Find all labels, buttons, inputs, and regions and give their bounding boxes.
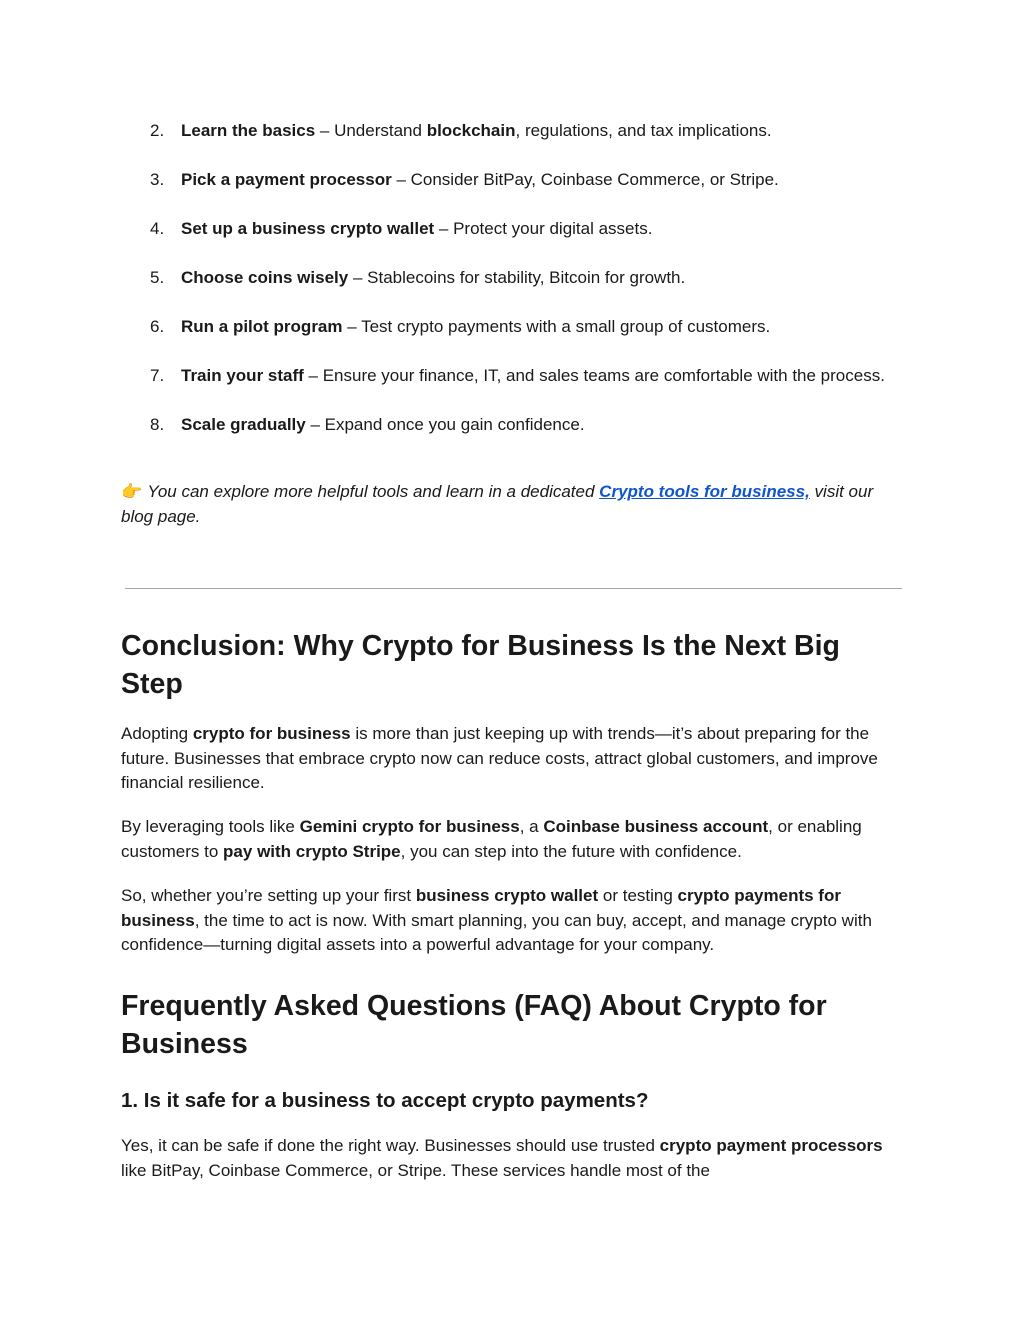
list-number: 6. (150, 317, 165, 336)
step-title: Run a pilot program (181, 317, 343, 336)
step-text: – Test crypto payments with a small group of customers. (342, 317, 771, 336)
text-span: So, whether you’re setting up your first (121, 886, 416, 905)
step-title: Choose coins wisely (181, 268, 349, 287)
list-item (121, 315, 905, 340)
list-item (121, 364, 905, 389)
conclusion-heading: Conclusion: Why Crypto for Business Is the Next Big Step (121, 630, 840, 700)
step-text: – Consider BitPay, Coinbase Commerce, or Stripe. (391, 170, 779, 189)
faq-heading: Frequently Asked Questions (FAQ) About Crypto for Business (121, 990, 827, 1060)
step-text: – Protect your digital assets. (434, 219, 653, 238)
list-item (121, 168, 905, 193)
bold-span: business crypto wallet (415, 886, 599, 905)
text-span: Yes, it can be safe if done the right way. Businesses should use trusted (121, 1136, 660, 1155)
text-span: By leveraging tools like (121, 817, 300, 836)
bold-span: crypto payments for business (121, 886, 841, 930)
list-item (121, 413, 905, 438)
text-span: , a (519, 817, 544, 836)
crypto-tools-link[interactable]: Crypto tools for business, (599, 482, 810, 501)
conclusion-paragraph-2 (121, 815, 905, 864)
list-number: 3. (150, 170, 165, 189)
list-number: 2. (150, 121, 165, 140)
faq-question-1: 1. Is it safe for a business to accept crypto payments? (121, 1089, 649, 1112)
step-title: Train your staff (181, 366, 304, 385)
tip-text-end: visit our blog page. (121, 482, 874, 526)
bold-span: Coinbase business account (543, 817, 769, 836)
step-title: Set up a business crypto wallet (181, 219, 435, 238)
list-item (121, 266, 905, 291)
pointing-hand-icon: 👉 (121, 482, 143, 501)
text-span: like BitPay, Coinbase Commerce, or Stripe. These services handle most of the (121, 1160, 710, 1180)
list-item (121, 119, 905, 144)
faq-answer-1 (121, 1134, 905, 1183)
list-item (121, 217, 905, 242)
step-title: Scale gradually (181, 415, 306, 434)
steps-list (121, 119, 905, 462)
text-span: or testing (598, 886, 678, 905)
text-span: is more than just keeping up with trends—it’s about preparing for the future. Businesses that embrace crypto now can reduce costs, attract global customers, and improve financial resilience. (121, 724, 878, 792)
step-text: – Understand (315, 121, 427, 140)
text-span: , you can step into the future with confidence. (400, 841, 742, 861)
step-text: – Ensure your finance, IT, and sales teams are comfortable with the process. (303, 366, 885, 385)
bold-span: Gemini crypto for business (299, 817, 520, 836)
section-divider (125, 588, 902, 589)
step-title: Learn the basics (181, 121, 316, 140)
step-text: – Expand once you gain confidence. (305, 415, 585, 434)
list-number: 8. (150, 415, 165, 434)
step-text: , regulations, and tax implications. (515, 121, 772, 140)
step-text: – Stablecoins for stability, Bitcoin for growth. (348, 268, 686, 287)
text-span: Adopting (121, 724, 193, 743)
bold-span: crypto payment processors (659, 1136, 883, 1155)
text-span: , or enabling customers to (121, 817, 862, 861)
conclusion-paragraph-3 (121, 884, 905, 958)
list-number: 5. (150, 268, 165, 287)
blog-tip (121, 480, 905, 529)
conclusion-paragraph-1 (121, 722, 905, 796)
list-number: 4. (150, 219, 165, 238)
bold-span: crypto for business (192, 724, 351, 743)
step-title: Pick a payment processor (181, 170, 392, 189)
tip-text: You can explore more helpful tools and learn in a dedicated (143, 482, 600, 501)
list-number: 7. (150, 366, 165, 385)
bold-span: pay with crypto Stripe (223, 841, 401, 861)
text-span: , the time to act is now. With smart planning, you can buy, accept, and manage crypto with confidence—turning digital assets into a powerful advantage for your company. (121, 910, 872, 954)
step-bold: blockchain (426, 121, 516, 140)
